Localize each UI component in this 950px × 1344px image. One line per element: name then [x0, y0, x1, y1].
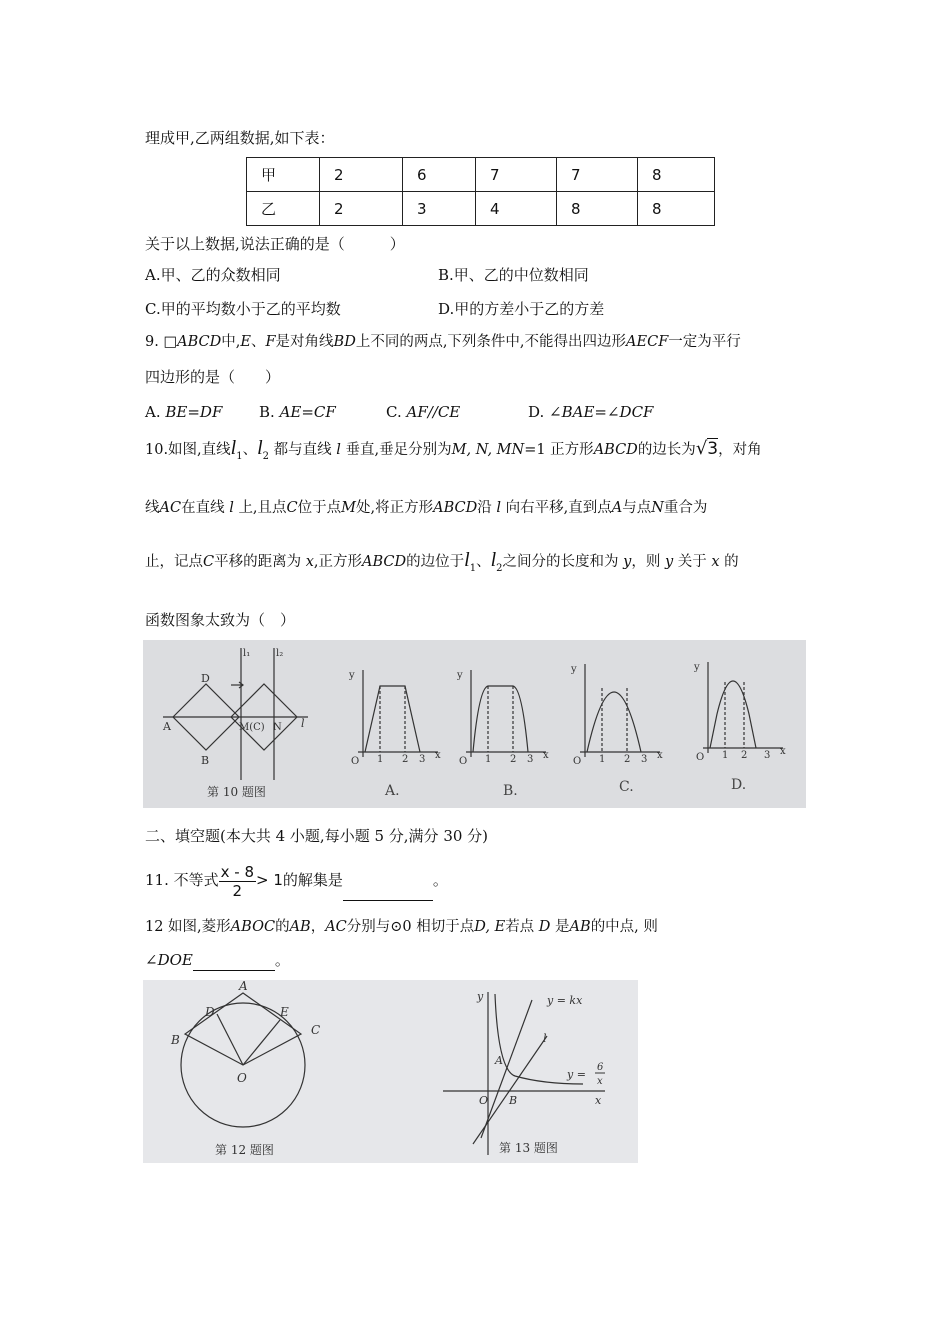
q10-symbol: l [464, 549, 470, 571]
q10-symbol: l [230, 437, 237, 459]
q9-text: 9. [145, 334, 164, 350]
q9-var: BD [333, 334, 356, 350]
q10-text: 位于点 [297, 500, 342, 516]
tick-3: 3 [641, 754, 648, 765]
q10-text: 的 [724, 554, 739, 570]
q12-text: 。 [274, 951, 290, 969]
q10-text: ，对角 [718, 442, 762, 458]
q10-text: 在直线 [181, 500, 225, 516]
label-D: D [201, 672, 210, 685]
choice-b: B. [503, 783, 518, 799]
q10-var: A [611, 500, 623, 516]
sqrt-sign: √ [695, 438, 708, 459]
option-prefix: A. [145, 403, 166, 421]
origin-label: O [351, 756, 360, 767]
fraction-numerator: x - 8 [220, 862, 254, 881]
axis-x-label: x [543, 750, 549, 761]
q12-text: ， [310, 919, 326, 935]
axis-x-label: x [595, 1094, 602, 1107]
table-cell: 乙 [247, 192, 320, 226]
q9-var: □ABCD [163, 334, 222, 350]
q10-symbol: l [257, 437, 263, 459]
axis-y-label: y [477, 990, 484, 1003]
q12-answer-blank[interactable] [193, 950, 275, 971]
q12-var: AC [325, 919, 347, 935]
q11-text: 的解集是 [282, 871, 343, 889]
q11-answer-blank[interactable] [343, 860, 433, 901]
q10-text: 10.如图,直线 [145, 442, 231, 458]
q10-subscript: 1 [469, 563, 477, 574]
label-O: O [237, 1071, 247, 1085]
table-cell: 6 [403, 158, 476, 192]
table-cell: 8 [638, 158, 715, 192]
label-l: l [301, 717, 305, 730]
graph-a [348, 670, 441, 799]
q10-text: 的边长为 [637, 442, 696, 458]
label-A: A [495, 1054, 503, 1067]
option-text: ∠BAE=∠DCF [549, 403, 654, 421]
graph-c [570, 664, 663, 795]
label-E: E [280, 1005, 289, 1019]
tick-2: 2 [741, 750, 748, 761]
label-C: C [311, 1023, 321, 1037]
option-prefix: C. [386, 403, 407, 421]
q10-text: 都与直线 [273, 442, 332, 458]
q12-q13-figure [143, 980, 638, 1163]
q9-option-b [259, 402, 336, 422]
q10-text: 垂直,垂足分别为 [345, 442, 452, 458]
q9-text: 中, [221, 334, 241, 350]
q10-text: 之间分的长度和为 [502, 554, 619, 570]
label-B: B [509, 1094, 518, 1107]
table-cell: 8 [557, 192, 638, 226]
q9-option-c [386, 402, 460, 422]
table-cell: 7 [557, 158, 638, 192]
label-M: M(C) [239, 722, 265, 733]
q10-line-3 [145, 550, 739, 579]
q10-text: 、 [476, 554, 491, 570]
option-prefix: D. [528, 403, 550, 421]
q12-text: 12 如图,菱形 [145, 919, 231, 935]
q11-relation: > 1 [256, 871, 283, 889]
label-l1: l₁ [243, 648, 251, 659]
axis-y-label: y [349, 670, 355, 681]
q10-figure [143, 640, 806, 808]
tick-1: 1 [377, 754, 384, 765]
table-cell: 甲 [247, 158, 320, 192]
q10-var: y [664, 554, 674, 570]
q10-line-1 [145, 438, 762, 467]
q10-text: 重合为 [663, 500, 708, 516]
q10-line-4: 函数图象太致为（ ） [145, 611, 296, 629]
graph-b [456, 670, 549, 799]
q12-var: D, E [474, 919, 506, 935]
option-text: AF//CE [406, 403, 461, 421]
table-cell: 2 [320, 192, 403, 226]
tick-2: 2 [510, 754, 517, 765]
axis-y-label: y [571, 664, 577, 675]
tick-3: 3 [527, 754, 534, 765]
q10-var: ABCD [433, 500, 478, 516]
q10-var: M [341, 500, 357, 516]
q10-var: l [229, 500, 234, 516]
q10-subscript: 2 [262, 451, 270, 462]
q9-var: AECF [626, 334, 669, 350]
origin-label: O [479, 1094, 489, 1107]
q9-line-2: 四边形的是（ ） [145, 368, 281, 386]
q12-text: 的中点, 则 [590, 919, 658, 935]
label-hyp-num: 6 [597, 1062, 604, 1073]
label-A: A [239, 980, 248, 993]
q10-text: ,正方形 [313, 554, 363, 570]
q10-text: 线 [145, 500, 160, 516]
label-l: l [543, 1032, 547, 1045]
label-A: A [163, 720, 171, 733]
q12-var: AB [289, 919, 311, 935]
table-cell: 7 [476, 158, 557, 192]
data-table [246, 157, 715, 226]
q8-option-b: B.甲、乙的中位数相同 [438, 266, 589, 284]
q10-text: 沿 [477, 500, 492, 516]
tick-1: 1 [485, 754, 492, 765]
option-text: BE=DF [165, 403, 223, 421]
q9-var: E [240, 334, 251, 350]
figure-caption: 第 10 题图 [207, 785, 266, 799]
q10-text: 平移的距离为 [214, 554, 302, 570]
q10-symbol: l [490, 549, 497, 571]
q10-text: 与点 [622, 500, 652, 516]
label-B: B [171, 1033, 180, 1047]
q11-line [145, 860, 448, 901]
label-hyp-den: x [597, 1076, 603, 1087]
q10-text: 上,且点 [238, 500, 287, 516]
tick-2: 2 [624, 754, 631, 765]
q8-stem: 关于以上数据,说法正确的是（ ） [145, 235, 405, 253]
q12-line-1 [145, 917, 658, 937]
q12-q13-figure-svg [143, 980, 638, 1163]
q12-text: 分别与⊙0 相切于点 [346, 919, 475, 935]
sqrt-radicand: 3 [707, 439, 719, 459]
q10-line-2 [145, 498, 707, 518]
q10-subscript: 2 [496, 563, 503, 574]
tick-1: 1 [722, 750, 729, 761]
q8-option-c: C.甲的平均数小于乙的平均数 [145, 300, 341, 318]
q12-text: 的 [275, 919, 290, 935]
axis-x-label: x [780, 746, 786, 757]
table-cell: 4 [476, 192, 557, 226]
q9-option-d [528, 402, 653, 422]
q10-var: AC [159, 500, 182, 516]
q12-var: ABOC [230, 919, 276, 935]
q10-text: ，则 [631, 554, 661, 570]
q9-text: 一定为平行 [668, 334, 741, 350]
label-D: D [205, 1005, 215, 1019]
q10-var: C [286, 500, 298, 516]
q10-var: ABCD [362, 554, 407, 570]
q12-var: ∠DOE [145, 951, 193, 969]
q9-text: 是对角线 [275, 334, 334, 350]
q10-text: 的边位于 [406, 554, 465, 570]
q12-line-2 [145, 950, 290, 971]
q10-text: 处,将正方形 [356, 500, 434, 516]
label-hyp-lhs: y = [567, 1068, 586, 1081]
q9-text: 、 [250, 334, 266, 350]
table-cell: 3 [403, 192, 476, 226]
q9-option-a [145, 402, 222, 422]
q10-var: y [623, 554, 632, 570]
origin-label: O [459, 756, 468, 767]
label-l2: l₂ [276, 648, 284, 659]
fraction-denominator: 2 [232, 881, 243, 900]
q12-var: AB [569, 919, 591, 935]
q10-var: x [305, 554, 314, 570]
q10-var: l [496, 500, 501, 516]
q12-text: 若点 [505, 919, 535, 935]
q10-text: =1 正方形 [524, 442, 594, 458]
q11-fraction [219, 863, 256, 900]
q9-text: 上不同的两点,下列条件中,不能得出四边形 [355, 334, 627, 350]
axis-y-label: y [694, 662, 700, 673]
q9-line-1 [145, 332, 741, 352]
q12-var: D [538, 919, 551, 935]
q10-var: C [203, 554, 215, 570]
graph-d [693, 662, 786, 793]
intro-text: 理成甲,乙两组数据,如下表： [145, 129, 335, 147]
origin-label: O [573, 756, 582, 767]
label-N: N [273, 722, 282, 733]
q8-option-d: D.甲的方差小于乙的方差 [438, 300, 605, 318]
tick-1: 1 [599, 754, 606, 765]
q10-text: 关于 [677, 554, 707, 570]
axis-x-label: x [435, 750, 441, 761]
option-prefix: B. [259, 403, 280, 421]
q10-var: x [711, 554, 720, 570]
table-row [247, 192, 715, 226]
q10-text: 向右平移,直到点 [505, 500, 612, 516]
table-row [247, 158, 715, 192]
caption-12: 第 12 题图 [215, 1143, 274, 1157]
tick-3: 3 [419, 754, 426, 765]
q10-var: l [336, 442, 341, 458]
choice-a: A. [385, 783, 400, 799]
tick-3: 3 [764, 750, 771, 761]
table-cell: 8 [638, 192, 715, 226]
choice-d: D. [731, 777, 747, 793]
q10-var: ABCD [593, 442, 638, 458]
q8-option-a: A.甲、乙的众数相同 [145, 266, 281, 284]
label-B: B [201, 754, 210, 767]
choice-c: C. [619, 779, 634, 795]
q10-figure-svg [143, 640, 806, 808]
q10-text: 止，记点 [145, 554, 203, 570]
axis-y-label: y [457, 670, 463, 681]
q9-var: F [265, 334, 276, 350]
section-2-heading: 二、填空题(本大共 4 小题,每小题 5 分,满分 30 分) [145, 827, 489, 845]
q10-text: 、 [242, 442, 258, 458]
axis-x-label: x [657, 750, 663, 761]
q12-text: 是 [555, 919, 570, 935]
table-cell: 2 [320, 158, 403, 192]
q10-var: M, N, MN [451, 442, 525, 458]
option-text: AE=CF [279, 403, 336, 421]
q11-text: 。 [432, 871, 448, 889]
q10-subscript: 1 [236, 451, 243, 462]
q11-text: 11. 不等式 [145, 871, 219, 889]
caption-13: 第 13 题图 [499, 1141, 558, 1155]
origin-label: O [696, 752, 705, 763]
tick-2: 2 [402, 754, 409, 765]
q10-var: N [651, 500, 664, 516]
label-y-kx: y = kx [547, 994, 583, 1007]
